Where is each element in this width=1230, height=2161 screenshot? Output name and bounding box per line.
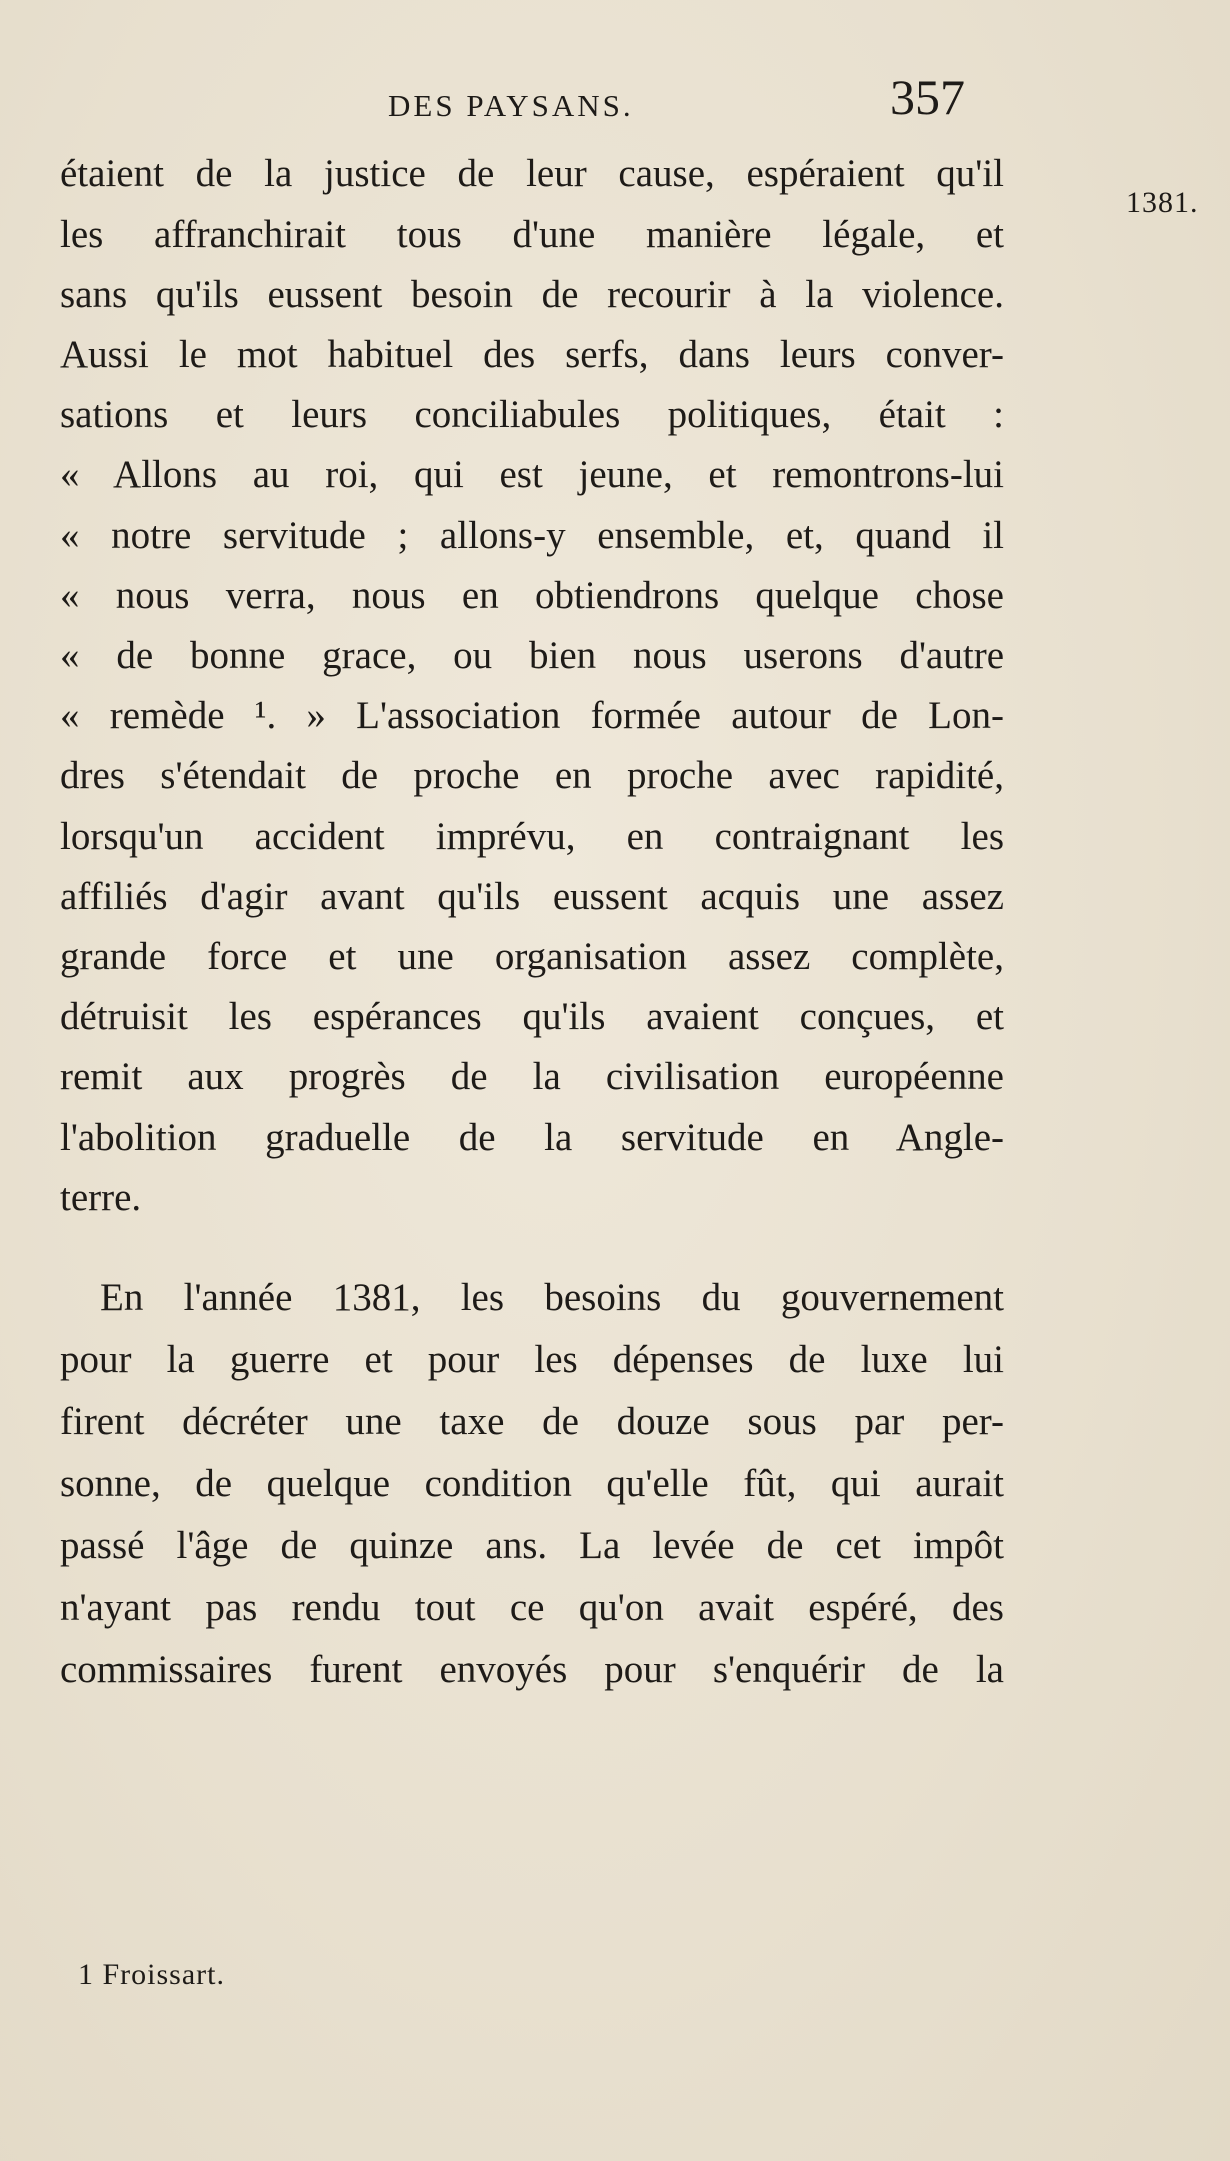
text-line: « remède ¹. » L'association formée autour de Lon-: [60, 694, 1004, 737]
text-line: étaient de la justice de leur cause, espéraient qu'il: [60, 152, 1004, 195]
text-line: sations et leurs conciliabules politiques, était :: [60, 393, 1004, 436]
text-line: firent décréter une taxe de douze sous par per-: [60, 1400, 1004, 1443]
text-line: commissaires furent envoyés pour s'enquérir de la: [60, 1648, 1004, 1691]
text-line: sans qu'ils eussent besoin de recourir à la violence.: [60, 273, 1004, 316]
text-line: l'abolition graduelle de la servitude en Angle-: [60, 1116, 1004, 1159]
text-line: dres s'étendait de proche en proche avec rapidité,: [60, 754, 1004, 797]
text-line: En l'année 1381, les besoins du gouvernement: [100, 1276, 1004, 1319]
text-line: n'ayant pas rendu tout ce qu'on avait espéré, des: [60, 1586, 1004, 1629]
text-line: « Allons au roi, qui est jeune, et remontrons-lui: [60, 453, 1004, 496]
text-line: remit aux progrès de la civilisation européenne: [60, 1055, 1004, 1098]
margin-date-note: 1381.: [1126, 186, 1199, 219]
text-line: terre.: [60, 1176, 142, 1219]
running-head: DES PAYSANS.: [388, 88, 634, 123]
text-line: « notre servitude ; allons-y ensemble, et, quand il: [60, 514, 1004, 557]
footnote: 1 Froissart.: [78, 1958, 225, 1991]
text-line: les affranchirait tous d'une manière légale, et: [60, 213, 1004, 256]
text-line: grande force et une organisation assez complète,: [60, 935, 1004, 978]
text-line: passé l'âge de quinze ans. La levée de cet impôt: [60, 1524, 1004, 1567]
text-line: « de bonne grace, ou bien nous userons d'autre: [60, 634, 1004, 677]
text-line: lorsqu'un accident imprévu, en contraignant les: [60, 815, 1004, 858]
page-number: 357: [890, 69, 965, 125]
text-line: pour la guerre et pour les dépenses de luxe lui: [60, 1338, 1004, 1381]
text-line: « nous verra, nous en obtiendrons quelque chose: [60, 574, 1004, 617]
text-line: Aussi le mot habituel des serfs, dans leurs conver-: [60, 333, 1004, 376]
text-line: affiliés d'agir avant qu'ils eussent acquis une assez: [60, 875, 1004, 918]
text-line: détruisit les espérances qu'ils avaient conçues, et: [60, 995, 1004, 1038]
text-line: sonne, de quelque condition qu'elle fût, qui aurait: [60, 1462, 1004, 1505]
